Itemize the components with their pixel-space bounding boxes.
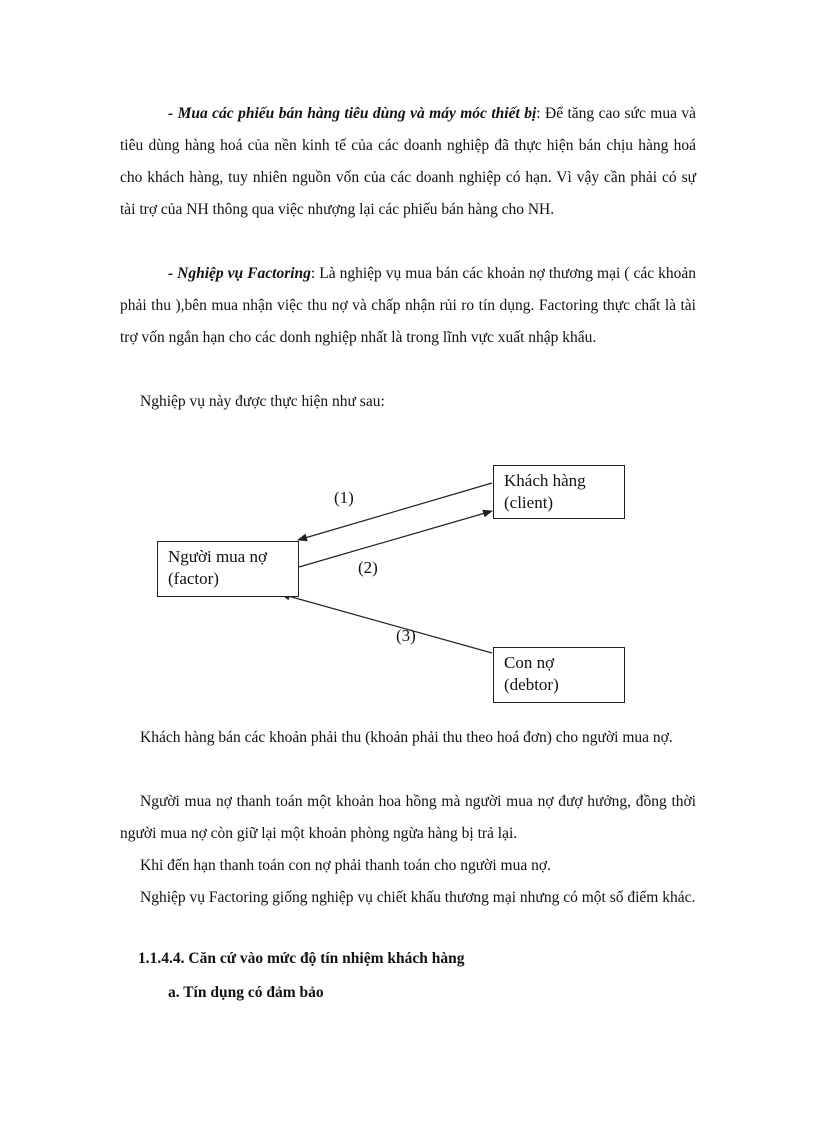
paragraph-step-2: Người mua nợ thanh toán một khoản hoa hồng mà người mua nợ đượ hưởng, đồng thời người mua nợ còn giữ lại một khoản phòng ngừa hàng bị trả lại. xyxy=(120,793,696,842)
subsection-heading: a. Tín dụng có đảm bảo xyxy=(168,984,324,1001)
debtor-sublabel: (debtor) xyxy=(504,675,559,694)
client-box xyxy=(493,465,625,519)
client-label: Khách hàng xyxy=(504,471,586,490)
step-3-label: (3) xyxy=(396,626,416,645)
paragraph-text: : Để tăng cao sức mua và tiêu dùng hàng hoá của nền kinh tế của các doanh nghiệp đã thực hiện bán chịu hàng hoá cho khách hàng, tuy nhiên nguồn vốn của các doanh nghiệp có hạn. Vì vậy cần phải có sự tài trợ của NH thông qua việc nhượng lại các phiếu bán hàng cho NH. xyxy=(120,105,696,218)
section-heading: 1.1.4.4. Căn cứ vào mức độ tín nhiệm khách hàng xyxy=(138,950,465,967)
arrow-step-3 xyxy=(281,594,492,653)
factor-sublabel: (factor) xyxy=(168,569,219,588)
debtor-box xyxy=(493,647,625,703)
paragraph-factoring-definition xyxy=(120,258,696,354)
step-1-label: (1) xyxy=(334,488,354,507)
paragraph-step-3: Khi đến hạn thanh toán con nợ phải thanh toán cho người mua nợ. xyxy=(140,857,551,874)
paragraph-consumer-sales-slips xyxy=(120,98,696,226)
client-sublabel: (client) xyxy=(504,493,554,512)
arrow-step-2 xyxy=(299,511,492,567)
paragraph-step-1: Khách hàng bán các khoản phải thu (khoản phải thu theo hoá đơn) cho người mua nợ. xyxy=(140,729,673,746)
arrow-step-1 xyxy=(298,483,492,540)
factor-label: Người mua nợ xyxy=(168,547,267,566)
paragraph-bold-lead: - Nghiệp vụ Factoring xyxy=(168,265,311,282)
factor-box xyxy=(157,541,299,597)
paragraph-bold-lead: - Mua các phiếu bán hàng tiêu dùng và máy móc thiết bị xyxy=(168,105,537,122)
paragraph-text: : Là nghiệp vụ mua bán các khoản nợ thương mại ( các khoản phải thu ),bên mua nhận việc thu nợ và chấp nhận rủi ro tín dụng. Factoring thực chất là tài trợ vốn ngắn hạn cho các donh nghiệp nhất là trong lĩnh vực xuất nhập khẩu. xyxy=(120,265,696,346)
step-2-label: (2) xyxy=(358,558,378,577)
paragraph-comparison: Nghiệp vụ Factoring giống nghiệp vụ chiết khấu thương mại nhưng có một số điểm khác. xyxy=(140,889,696,906)
diagram-arrows xyxy=(0,440,816,710)
paragraph-process-intro: Nghiệp vụ này được thực hiện như sau: xyxy=(140,393,385,410)
factoring-flow-diagram xyxy=(0,440,816,710)
debtor-label: Con nợ xyxy=(504,653,555,672)
